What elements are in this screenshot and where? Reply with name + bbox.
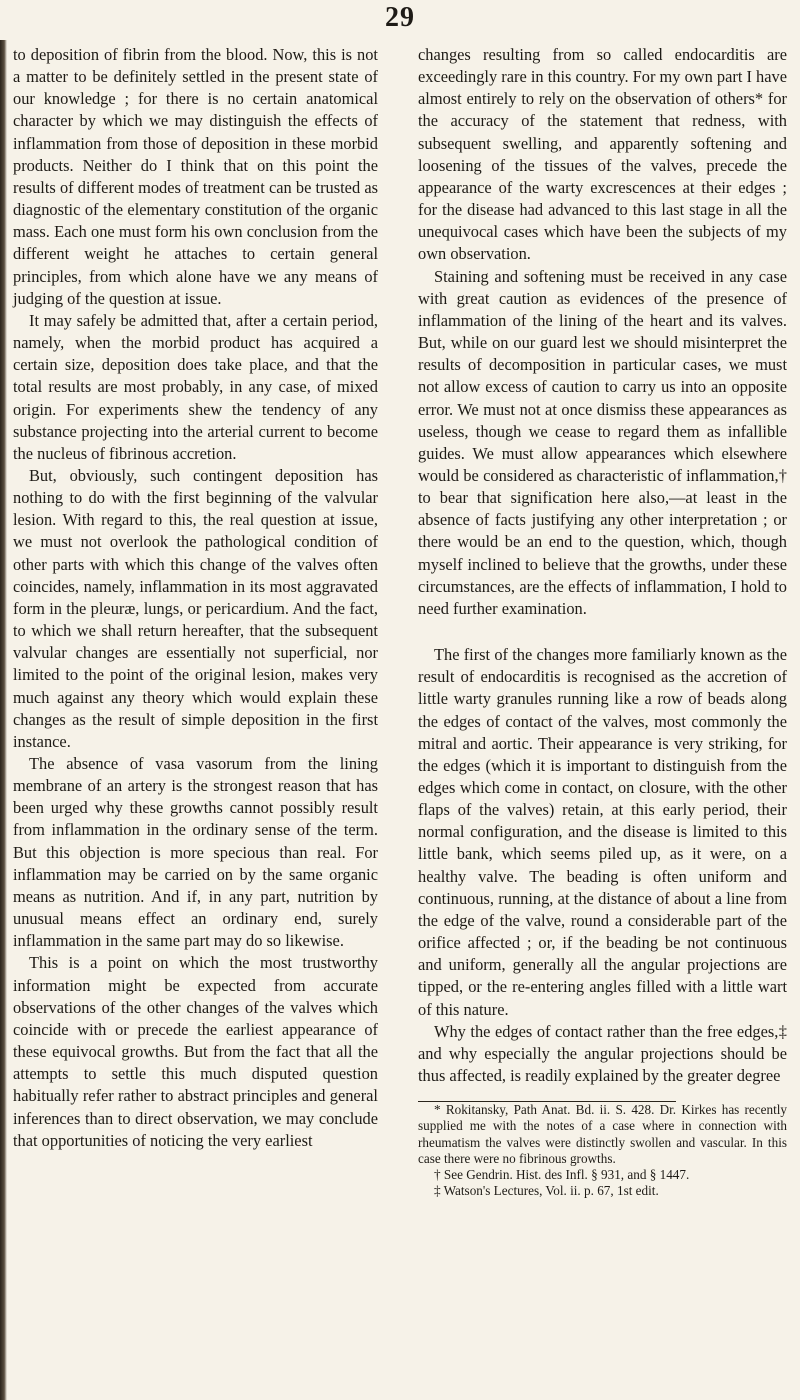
paragraph: But, obviously, such contingent deposition has nothing to do with the first beginning of the valvular lesion. With regard to this, the real question at issue, we must not overlook the pathological condition of other parts with which this change of the valves often coincides, namely, inflammation in its most aggravated form in the pleuræ, lungs, or pericardium. And the fact, to which we shall return hereafter, that the subsequent valvular changes are essentially not superficial, nor limited to the point of the original lesion, makes very much against any theory which would explain these changes as the result of simple deposition in the first instance. (13, 465, 378, 751)
footnotes (418, 1102, 787, 1199)
paragraph: It may safely be admitted that, after a certain period, namely, when the morbid product has acquired a certain size, deposition does take place, and that the total results are most probably, in any case, of mixed origin. For experiments shew the tendency of any substance projecting into the arterial current to become the nucleus of fibrinous accretion. (13, 310, 378, 463)
paragraph: Why the edges of contact rather than the free edges,‡ and why especially the angular projections should be thus affected, is readily explained by the greater degree (418, 1021, 787, 1086)
footnote: † See Gendrin. Hist. des Infl. § 931, and § 1447. (434, 1167, 690, 1182)
left-column (13, 44, 378, 1152)
page-binding-shadow (0, 40, 7, 1400)
footnote: * Rokitansky, Path Anat. Bd. ii. S. 428. Dr. Kirkes has recently supplied me with the notes of a case where in connection with rheumatism the valves were distinctly swollen and vascular. In this case there were no fibrinous growths. (418, 1102, 787, 1166)
paragraph: The absence of vasa vasorum from the lining membrane of an artery is the strongest reason that has been urged why these growths cannot possibly result from inflammation in the ordinary sense of the term. But this objection is more specious than real. For inflammation may be carried on by the same organic means as nutrition. And if, in any part, nutrition by unusual means effect an ordinary end, surely inflammation in the same part may do so likewise. (13, 754, 378, 951)
paragraph: changes resulting from so called endocarditis are exceedingly rare in this country. For my own part I have almost entirely to rely on the observation of others* for the accuracy of the statement that redness, with subsequent swelling, and apparently softening and loosening of the tissues of the valves, precede the appearance of the warty excrescences at their edges ; for the disease had advanced to this last stage in all the unequivocal cases which have been the subjects of my own observation. (418, 45, 787, 264)
paragraph: Staining and softening must be received in any case with great caution as evidences of the presence of inflammation of the lining of the heart and its valves. But, while on our guard lest we should misinterpret the results of decomposition in particular cases, we must not allow excess of caution to carry us into an opposite error. We must not at once dismiss these appearances as useless, though we cease to regard them as infallible guides. We must allow appearances which elsewhere would be considered as characteristic of inflammation,† to bear that signification here also,—at least in the absence of facts justifying any other interpretation ; or there would be an end to the question, which, though myself inclined to believe that the growths, under these circumstances, are the effects of inflammation, I hold to need further examination. (418, 266, 787, 618)
paragraph: This is a point on which the most trustworthy information might be expected from accurate observations of the other changes of the valves which coincide with or precede the earliest appearance of these equivocal growths. But from the fact that all the attempts to settle this much disputed question habitually refer rather to abstract principles and general inferences than to direct observation, we may conclude that opportunities of noticing the very earliest (13, 953, 378, 1150)
paragraph: The first of the changes more familiarly known as the result of endocarditis is recognised as the accretion of little warty granules running like a row of beads along the edges of contact of the valves, most commonly the mitral and aortic. Their appearance is very striking, for the edges (which it is important to distinguish from the edges which come in contact, on closure, with the other flaps of the valves) retain, at this early period, their normal configuration, and the disease is limited to this little bank, which seems piled up, as it were, on a healthy valve. The beading is often uniform and continuous, running, at the distance of about a line from the edge of the valve, round a considerable part of the orifice affected ; or, if the beading be not continuous and uniform, generally all the angular projections are tipped, or the re-entering angles filled with a little wart of this nature. (418, 645, 787, 1019)
paragraph: to deposition of fibrin from the blood. Now, this is not a matter to be definitely settled in the present state of our knowledge ; for there is no certain anatomical character by which we may distinguish the effects of inflammation from those of deposition in these morbid products. Neither do I think that on this point the results of different modes of treatment can be trusted as diagnostic of the elementary constitution of the organic mass. Each one must form his own conclusion from the different weight he attaches to certain general principles, from which alone have we any means of judging of the question at issue. (13, 45, 378, 308)
page-number: 29 (385, 2, 415, 33)
right-column (418, 44, 787, 1199)
footnote: ‡ Watson's Lectures, Vol. ii. p. 67, 1st edit. (434, 1183, 659, 1199)
